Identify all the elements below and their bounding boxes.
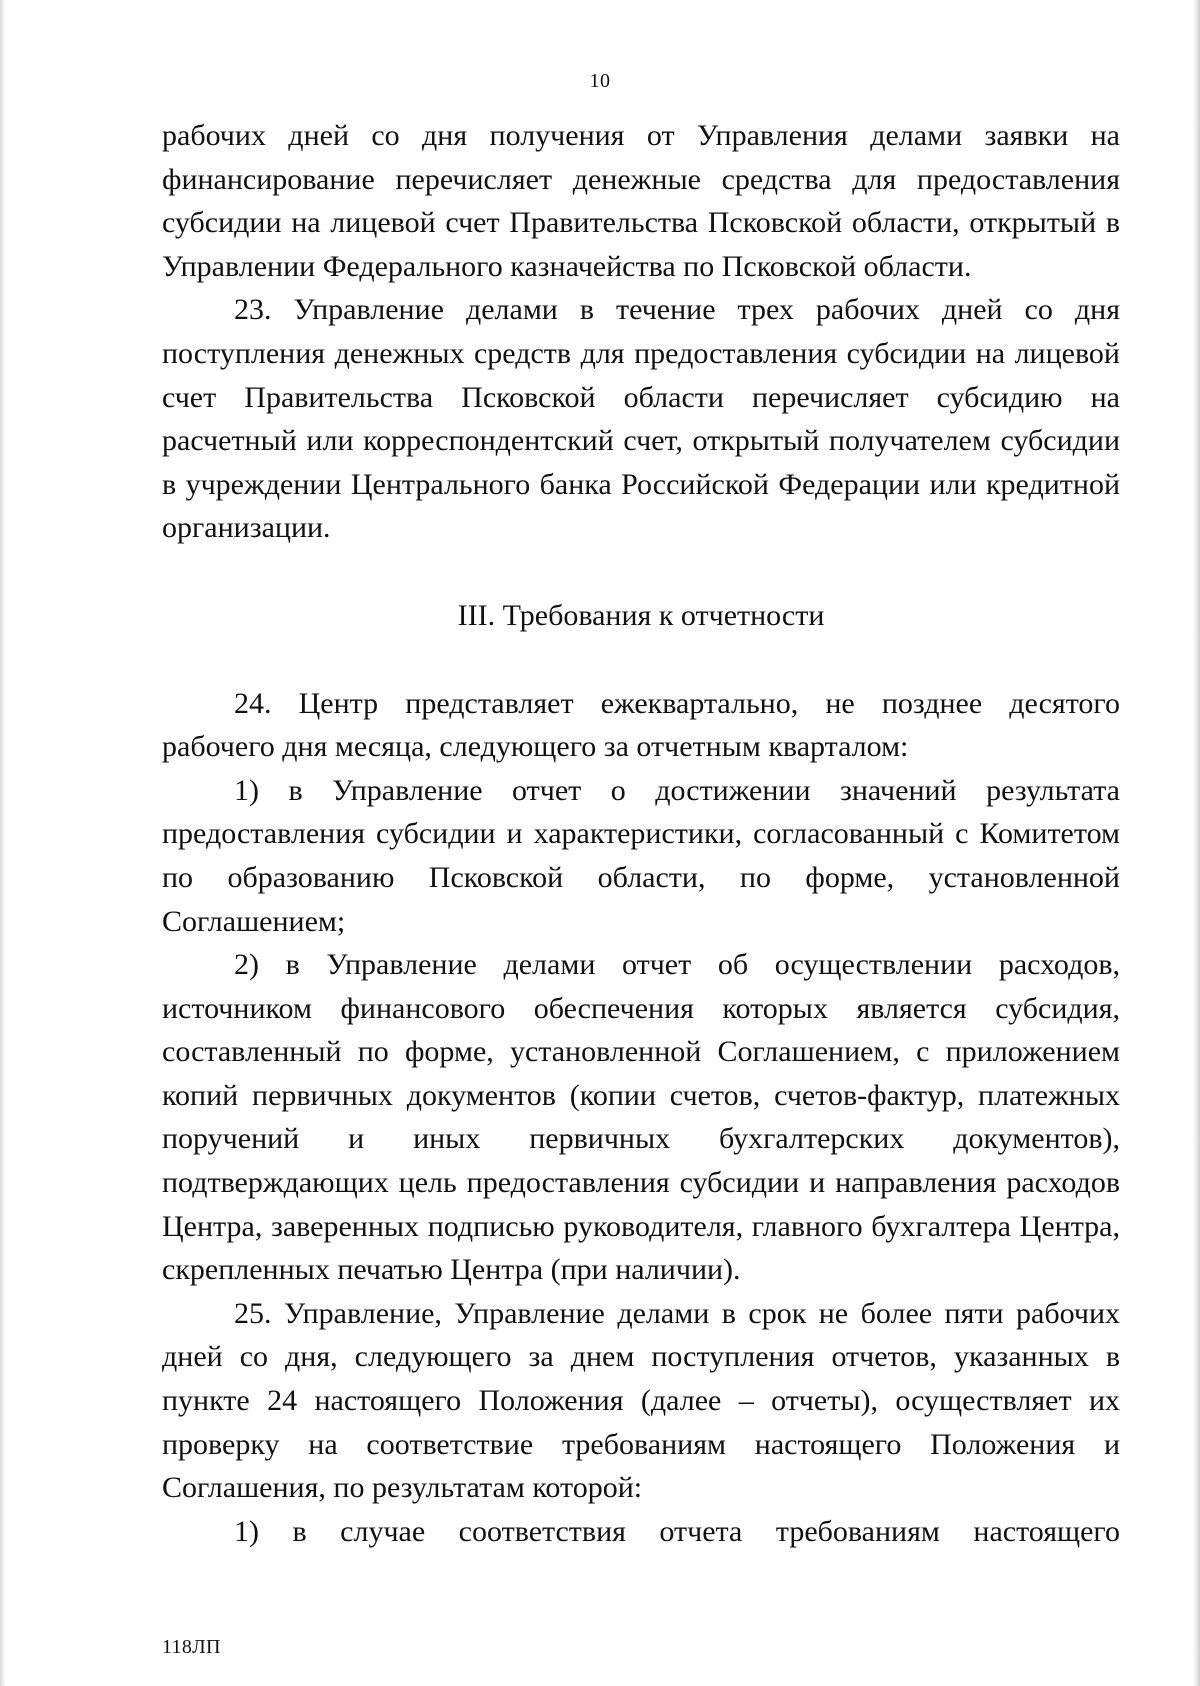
paragraph-25: 25. Управление, Управление делами в срок не более пяти рабочих дней со дня, следующего за днем поступления отчетов, указанных в пункте 24 настоящего Положения (далее – отчеты), осуществляет их проверку на соответствие требованиям настоящего Положения и Соглашения, по результатам которой: [162, 1296, 1120, 1505]
document-code: 118ЛП [162, 1636, 221, 1658]
paragraph-continuation: рабочих дней со дня получения от Управления делами заявки на финансирование перечисляет денежные средства для предоставления субсидии на лицевой счет Правительства Псковской области, открытый в Управлении Федерального казначейства по Псковской области. [162, 119, 1120, 283]
page-number: 10 [589, 70, 611, 92]
scan-edge-right [1193, 0, 1200, 1686]
section-heading: III. Требования к отчетности [457, 598, 825, 632]
paragraph-24-item-1: 1) в Управление отчет о достижении значений результата предоставления субсидии и характеристики, согласованный с Комитетом по образованию Псковской области, по форме, установленной Соглашением; [162, 773, 1120, 938]
paragraph-24: 24. Центр представляет ежеквартально, не позднее десятого рабочего дня месяца, следующего за отчетным кварталом: [162, 686, 1120, 764]
paragraph-23: 23. Управление делами в течение трех рабочих дней со дня поступления денежных средств для предоставления субсидии на лицевой счет Правительства Псковской области перечисляет субсидию на расчетный или корреспондентский счет, открытый получателем субсидии в учреждении Центрального банка Российской Федерации или кредитной организации. [162, 293, 1120, 545]
paragraph-24-item-2: 2) в Управление делами отчет об осуществлении расходов, источником финансового обеспечения которых является субсидия, составленный по форме, установленной Соглашением, с приложением копий первичных документов (копии счетов, счетов-фактур, платежных поручений и иных первичных бухгалтерских документов), подтверждающих цель предоставления субсидии и направления расходов Центра, заверенных подписью руководителя, главного бухгалтера Центра, скрепленных печатью Центра (при наличии). [162, 948, 1120, 1287]
scan-edge-left [0, 0, 6, 1686]
paragraph-25-item-1: 1) в случае соответствия отчета требованиям настоящего [234, 1514, 1120, 1548]
document-body [162, 114, 1120, 1553]
